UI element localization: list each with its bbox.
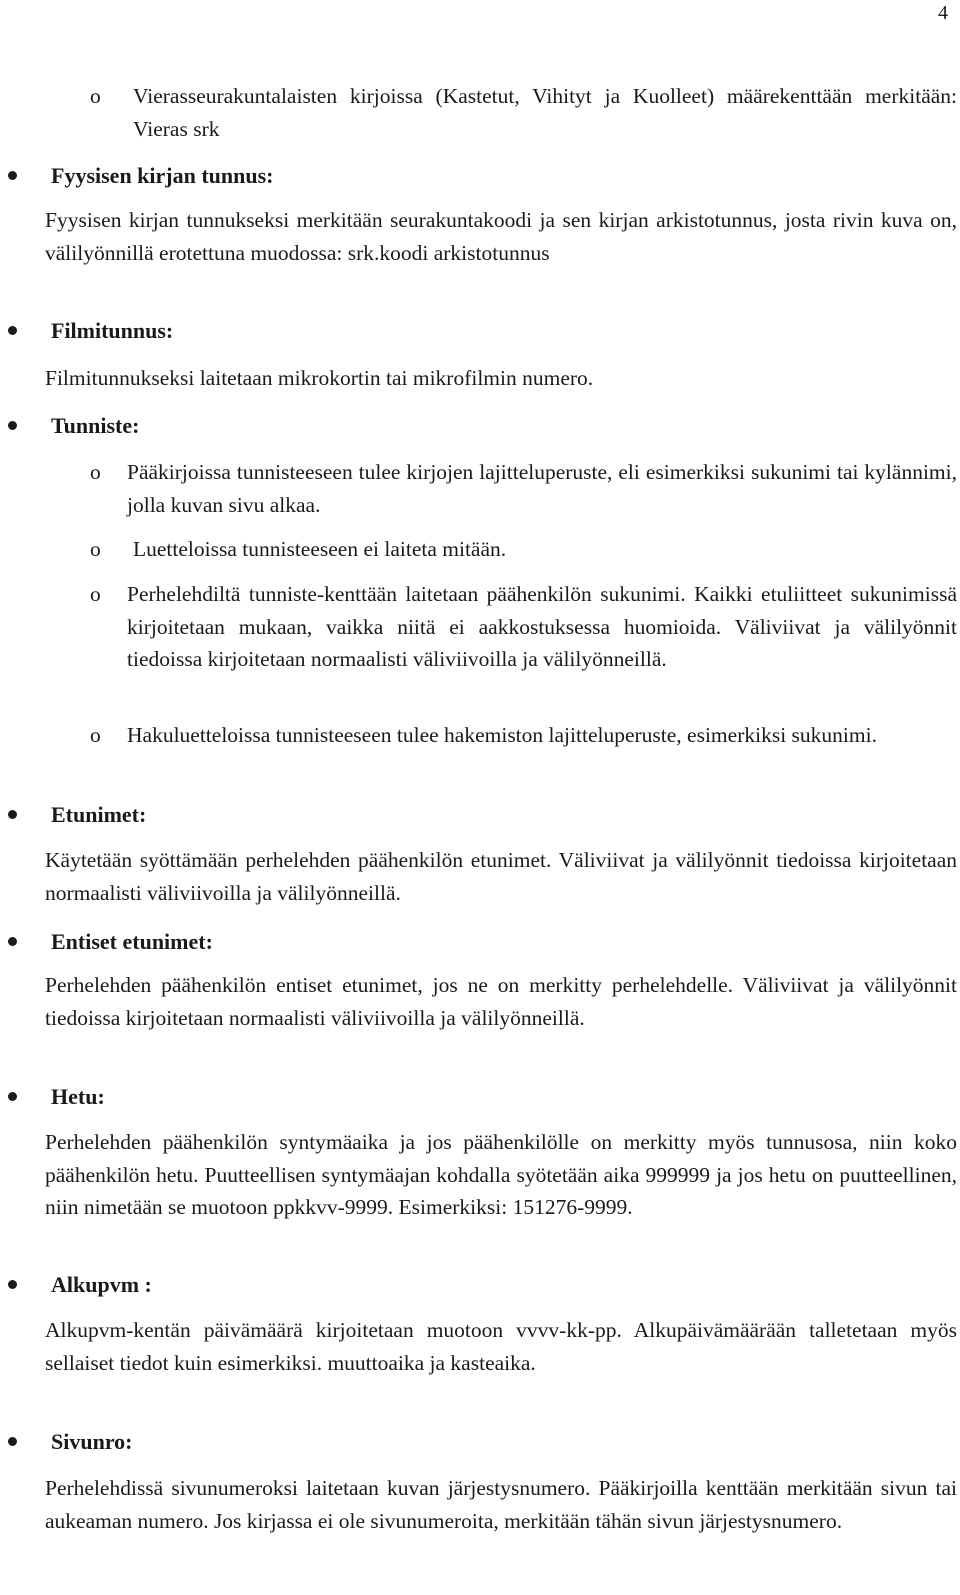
sub-item-marker: o [90, 84, 101, 108]
sub-item-marker: o [90, 723, 101, 747]
body-filmitunnus: Filmitunnukseksi laitetaan mikrokortin tai mikrofilmin numero. [45, 366, 594, 390]
bullet-icon [8, 421, 17, 430]
bullet-icon [8, 937, 17, 946]
body-sivunro: Perhelehdissä sivunumeroksi laitetaan kuvan järjestysnumero. Pääkirjoilla kenttään merkitään sivun tai aukeaman numero. Jos kirjassa ei ole sivunumeroita, merkitään tähän sivun järjestysnumero. [45, 1476, 957, 1533]
heading-entiset: Entiset etunimet: [51, 929, 213, 954]
sub-item-marker: o [90, 582, 101, 606]
tunniste-item-1: Pääkirjoissa tunnisteeseen tulee kirjojen lajitteluperuste, eli esimerkiksi sukunimi tai kylännimi, jolla kuvan sivu alkaa. [127, 460, 957, 517]
body-entiset: Perhelehden päähenkilön entiset etunimet, jos ne on merkitty perhelehdelle. Väliviivat ja välilyönnit tiedoissa kirjoitetaan normaalisti väliviivoilla ja välilyönneillä. [45, 973, 957, 1030]
sub-item-marker: o [90, 537, 101, 561]
body-alkupvm: Alkupvm-kentän päivämäärä kirjoitetaan muotoon vvvv-kk-pp. Alkupäivämäärään talletetaan myös sellaiset tiedot kuin esimerkiksi. muuttoaika ja kasteaika. [45, 1318, 957, 1375]
heading-alkupvm: Alkupvm : [51, 1272, 152, 1297]
bullet-icon [8, 1280, 17, 1289]
page-number: 4 [938, 2, 948, 24]
heading-sivunro: Sivunro: [51, 1429, 133, 1454]
intro-item-text: Vierasseurakuntalaisten kirjoissa (Kastetut, Vihityt ja Kuolleet) määrekenttään merkitään: Vieras srk [133, 84, 957, 141]
body-fyysisen: Fyysisen kirjan tunnukseksi merkitään seurakuntakoodi ja sen kirjan arkistotunnus, josta rivin kuva on, välilyönnillä erotettuna muodossa: srk.koodi arkistotunnus [45, 208, 957, 265]
bullet-icon [8, 1092, 17, 1101]
heading-filmitunnus: Filmitunnus: [51, 318, 174, 343]
heading-etunimet: Etunimet: [51, 802, 147, 827]
tunniste-item-2: Luetteloissa tunnisteeseen ei laiteta mitään. [133, 537, 507, 561]
tunniste-item-4: Hakuluetteloissa tunnisteeseen tulee hakemiston lajitteluperuste, esimerkiksi sukunimi. [127, 723, 877, 747]
heading-fyysisen: Fyysisen kirjan tunnus: [51, 163, 274, 188]
heading-hetu: Hetu: [51, 1084, 105, 1109]
body-hetu: Perhelehden päähenkilön syntymäaika ja jos päähenkilölle on merkitty myös tunnusosa, niin koko päähenkilön hetu. Puutteellisen syntymäajan kohdalla syötetään aika 999999 ja jos hetu on puutteellinen, niin nimetään se muotoon ppkkvv-9999. Esimerkiksi: 151276-9999. [45, 1130, 957, 1219]
tunniste-item-3: Perhelehdiltä tunniste-kenttään laitetaan päähenkilön sukunimi. Kaikki etuliitteet sukunimissä kirjoitetaan mukaan, vaikka niitä ei aakkostuksessa huomioida. Väliviivat ja välilyönnit tiedoissa kirjoitetaan normaalisti väliviivoilla ja välilyönneillä. [127, 582, 957, 671]
bullet-icon [8, 1437, 17, 1446]
bullet-icon [8, 326, 17, 335]
sub-item-marker: o [90, 460, 101, 484]
body-etunimet: Käytetään syöttämään perhelehden päähenkilön etunimet. Väliviivat ja välilyönnit tiedoissa kirjoitetaan normaalisti väliviivoilla ja välilyönneillä. [45, 848, 957, 905]
bullet-icon [8, 810, 17, 819]
bullet-icon [8, 171, 17, 180]
heading-tunniste: Tunniste: [51, 413, 140, 438]
